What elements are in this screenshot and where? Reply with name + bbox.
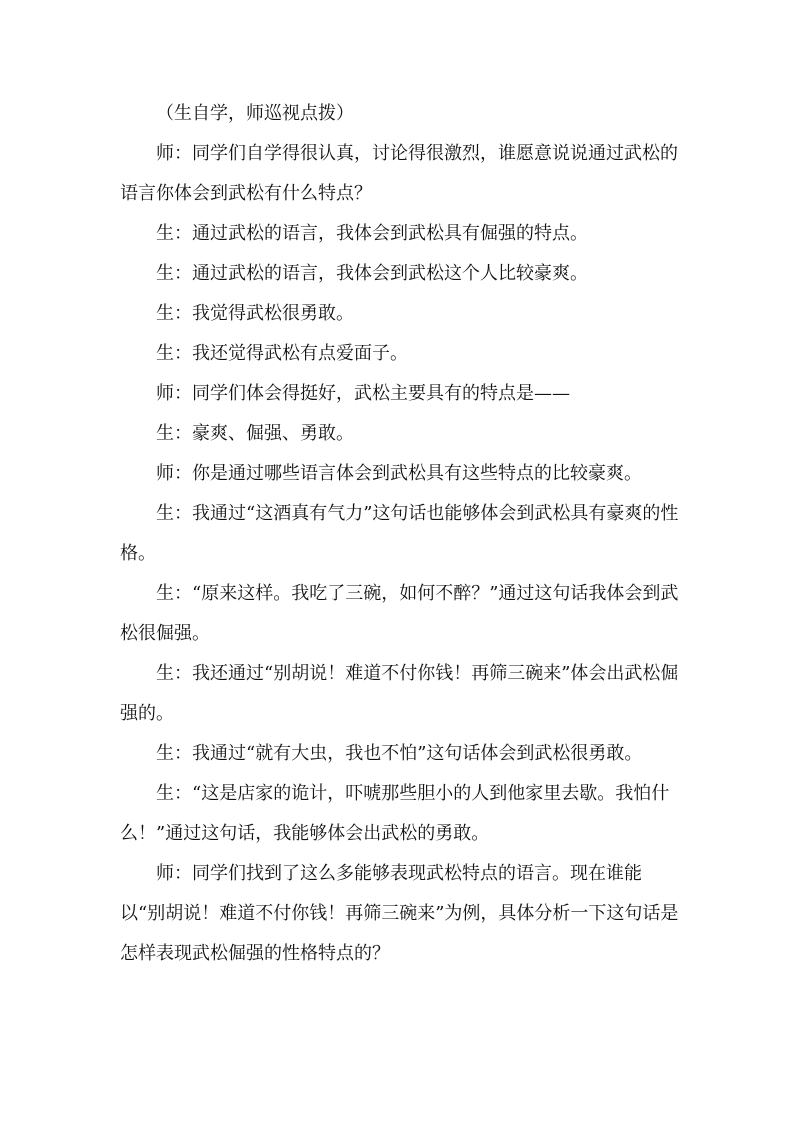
paragraph-student-answer: 生：我还通过“别胡说！难道不付你钱！再筛三碗来”体会出武松倔强的。 <box>120 663 679 724</box>
paragraph-teacher-question: 师：同学们找到了这么多能够表现武松特点的语言。现在谁能以“别胡说！难道不付你钱！再筛三碗来”为例，具体分析一下这句话是怎样表现武松倔强的性格特点的？ <box>120 863 679 964</box>
paragraph-stage-direction: （生自学，师巡视点拨） <box>156 103 354 124</box>
paragraph-teacher-question: 师：你是通过哪些语言体会到武松具有这些特点的比较豪爽。 <box>156 463 642 484</box>
paragraph-student-answer: 生：我通过“就有大虫，我也不怕”这句话体会到武松很勇敢。 <box>156 743 643 764</box>
paragraph-student-answer: 生：“原来这样。我吃了三碗，如何不醉？”通过这句话我体会到武松很倔强。 <box>120 583 679 644</box>
paragraph-student-answer: 生：“这是店家的诡计，吓唬那些胆小的人到他家里去歇。我怕什么！”通过这句话，我能够体会出武松的勇敢。 <box>120 783 670 844</box>
paragraph-student-answer: 生：我觉得武松很勇敢。 <box>156 303 354 324</box>
paragraph-student-answer: 生：通过武松的语言，我体会到武松这个人比较豪爽。 <box>156 263 588 284</box>
paragraph-student-answer: 生：我还觉得武松有点爱面子。 <box>156 343 408 364</box>
paragraph-student-answer: 生：豪爽、倔强、勇敢。 <box>156 423 354 444</box>
document-page <box>120 94 680 974</box>
paragraph-student-answer: 生：我通过“这酒真有气力”这句话也能够体会到武松具有豪爽的性格。 <box>120 503 679 564</box>
paragraph-student-answer: 生：通过武松的语言，我体会到武松具有倔强的特点。 <box>156 223 588 244</box>
paragraph-teacher-remark: 师：同学们体会得挺好，武松主要具有的特点是—— <box>156 383 570 404</box>
paragraph-teacher-question: 师：同学们自学得很认真，讨论得很激烈，谁愿意说说通过武松的语言你体会到武松有什么特点？ <box>120 143 678 204</box>
